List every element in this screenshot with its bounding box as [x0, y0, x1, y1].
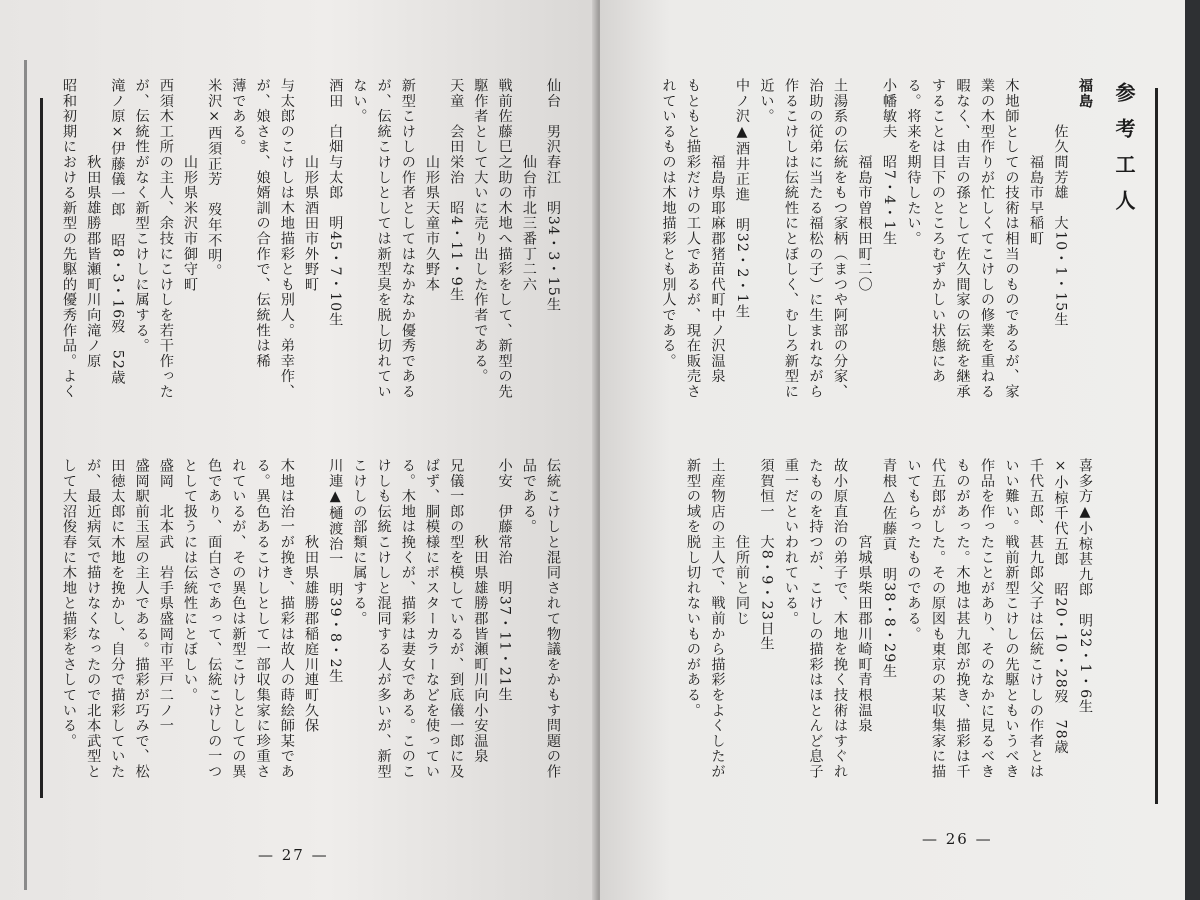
text-column: 秋田県雄勝郡皆瀬町川向滝ノ原 — [85, 78, 102, 369]
text-column: 土産物店の主人で、戦前から描彩をよくしたが — [709, 458, 726, 780]
text-column: 千代五郎、甚九郎父子は伝統こけしの作者とは — [1028, 458, 1044, 780]
text-column: として扱うには伝統性にとぼしい。 — [182, 458, 198, 703]
text-column: もともと描彩だけの工人であるが、現在販売さ — [685, 78, 701, 400]
text-column: 駆作者として大いに売り出した作者である。 — [472, 78, 489, 384]
text-column: 代五郎がした。その原図も東京の某収集家に描 — [930, 458, 946, 780]
text-column: 伝統こけしと混同されて物議をかもす問題の作 — [545, 458, 561, 780]
margin-rule — [40, 98, 43, 798]
text-column: る。異色あるこけしとして一部収集家に珍重さ — [254, 458, 271, 780]
text-column: 薄である。 — [230, 78, 247, 155]
text-column: 盛岡 北本武 岩手県盛岡市平戸二ノ一 — [157, 458, 174, 734]
text-column: 須賀恒一 大8・9・23日生 — [758, 458, 775, 652]
text-column: が、伝統性がなく新型こけしに属する。 — [133, 78, 150, 354]
text-column: 昭和初期における新型の先駆的優秀作品。よく — [61, 78, 77, 400]
text-column: 与太郎のこけしは木地描彩とも別人。弟幸作、 — [278, 78, 295, 400]
text-column: 兄儀一郎の型を模しているが、到底儀一郎に及 — [448, 458, 465, 780]
text-column: 盛岡駅前玉屋の主人である。描彩が巧みで、松 — [133, 458, 150, 780]
text-column: 新型の域を脱し切れないものがある。 — [685, 458, 701, 719]
text-column: 住所前と同じ — [734, 458, 750, 627]
text-column: 小安 伊藤常治 明37・11・21生 — [496, 458, 513, 703]
text-column: 川連▲樋渡治一 明39・8・2生 — [327, 458, 344, 684]
text-column: 米沢×西須正芳 歿年不明。 — [206, 78, 223, 279]
page-number-26: — 26 — — [922, 830, 993, 848]
text-column: 福島 — [1077, 78, 1093, 109]
text-column: が、最近病気で描けなくなったので北本武型と — [85, 458, 102, 780]
text-column: 青根△佐藤貢 明38・8・29生 — [881, 458, 897, 679]
text-column: 山形県天童市久野本 — [424, 78, 440, 293]
text-column: 治助の従弟に当たる福松の子）に生まれながら — [807, 78, 824, 400]
text-column: が、伝統こけしとしては新型臭を脱し切れてい — [375, 78, 392, 400]
text-column: 木地師としての技術は相当のものであるが、家 — [1003, 78, 1020, 400]
text-column: 佐久間芳雄 大10・1・15生 — [1052, 78, 1069, 328]
text-column: ばず、胴模様にポスターカラーなどを使ってい — [424, 458, 440, 780]
text-column: ものがあった。木地は甚九郎が挽き、描彩は千 — [954, 458, 971, 780]
text-column: 宮城県柴田郡川崎町青根温泉 — [856, 458, 873, 734]
text-column: ×小椋千代五郎 昭20・10・28歿 78歳 — [1052, 458, 1069, 756]
section-header: 参考工人 — [1112, 82, 1136, 226]
background-edge — [1185, 0, 1200, 900]
text-column: することは目下のところむずかしい状態にあ — [930, 78, 946, 384]
text-column: 土湯系の伝統をもつ家柄（まつや阿部の分家、 — [832, 78, 848, 400]
text-column: 木地は治一が挽き、描彩は故人の蒔絵師某であ — [278, 458, 295, 780]
text-column: 故小原直治の弟子で、木地を挽く技術はすぐれ — [832, 458, 848, 780]
text-column: 山形県酒田市外野町 — [303, 78, 319, 293]
text-column: る。木地は挽くが、描彩は妻女である。このこ — [399, 458, 416, 780]
text-column: いい難い。戦前新型こけしの先駆ともいうべき — [1003, 458, 1020, 780]
text-column: して大沼俊春に木地と描彩をさしている。 — [61, 458, 77, 749]
text-column: 福島市曽根田町二〇 — [856, 78, 873, 293]
text-column: 秋田県雄勝郡稲庭川連町久保 — [303, 458, 319, 734]
text-column: が、娘さま、娘婿訓の合作で、伝統性は稀 — [254, 78, 271, 369]
text-column: こけしの部類に属する。 — [351, 458, 368, 627]
text-column: 小幡敏夫 昭7・4・1生 — [881, 78, 897, 247]
text-column: 滝ノ原×伊藤儀一郎 昭8・3・16歿 52歳 — [109, 78, 126, 386]
right-page — [600, 0, 1185, 900]
text-column: 喜多方▲小椋甚九郎 明32・1・6生 — [1077, 458, 1093, 715]
text-column: 中ノ沢▲酒井正進 明32・2・1生 — [734, 78, 750, 320]
text-column: 酒田 白畑与太郎 明45・7・10生 — [327, 78, 344, 328]
text-column: 仙台 男沢春江 明34・3・15生 — [545, 78, 561, 313]
text-column: 西須木工所の主人、余技にこけしを若干作った — [157, 78, 174, 400]
text-column: 近い。 — [758, 78, 775, 124]
text-column: いてもらったものである。 — [905, 458, 922, 642]
text-column: 福島市早稲町 — [1028, 78, 1044, 247]
text-column: ない。 — [351, 78, 368, 124]
left-page — [0, 0, 598, 900]
text-column: 作るこけしは伝統性にとぼしく、むしろ新型に — [783, 78, 799, 400]
text-column: 天童 会田栄治 昭4・11・9生 — [448, 78, 465, 303]
text-column: 業の木型作りが忙しくてこけしの修業を重ねる — [979, 78, 995, 400]
text-column: れているものは木地描彩とも別人である。 — [660, 78, 677, 369]
text-column: 新型こけしの作者としてはなかなか優秀である — [399, 78, 416, 400]
text-column: 重一だといわれている。 — [783, 458, 799, 627]
text-column: 田徳太郎に木地を挽かし、自分で描彩していた — [109, 458, 126, 780]
text-column: 品である。 — [520, 458, 537, 535]
text-column: 暇なく、由吉の孫として佐久間家の伝統を継承 — [954, 78, 971, 400]
text-column: 色であり、面白さであって、伝統こけしの一つ — [206, 458, 223, 780]
text-column: る。将来を期待したい。 — [905, 78, 922, 247]
text-column: れているが、その異色は新型こけしとしての異 — [230, 458, 247, 780]
text-column: 秋田県雄勝郡皆瀬町川向小安温泉 — [472, 458, 489, 764]
page-edge-shadow — [24, 60, 27, 890]
page-number-27: — 27 — — [258, 846, 329, 864]
text-column: 作品を作ったことがあり、そのなかに見るべき — [979, 458, 995, 780]
text-column: たものを持つが、こけしの描彩はほとんど息子 — [807, 458, 824, 780]
text-column: けしも伝統こけしと混同する人が多いが、新型 — [375, 458, 392, 780]
text-column: 山形県米沢市御守町 — [182, 78, 198, 293]
margin-rule — [1155, 88, 1158, 804]
text-column: 戦前佐藤巳之助の木地へ描彩をして、新型の先 — [496, 78, 513, 400]
text-column: 仙台市北三番丁二六 — [520, 78, 537, 293]
text-column: 福島県耶麻郡猪苗代町中ノ沢温泉 — [709, 78, 726, 384]
